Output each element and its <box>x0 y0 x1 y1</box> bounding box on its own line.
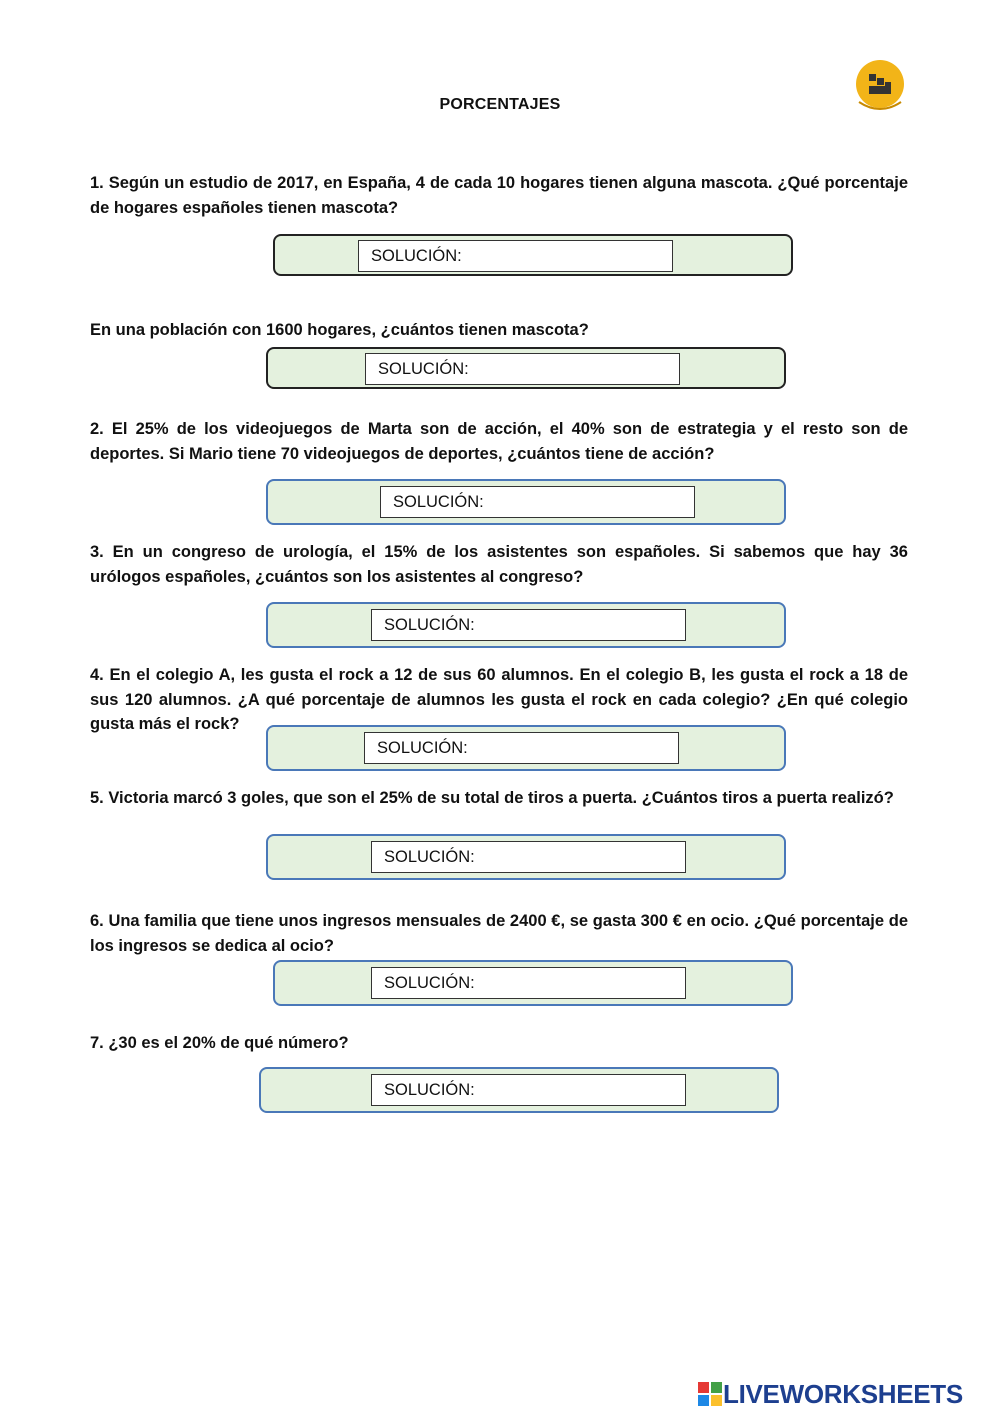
answer-box-1 <box>273 234 793 276</box>
answer-box-7 <box>259 1067 779 1113</box>
question-3: 3. En un congreso de urología, el 15% de los asistentes son españoles. Si sabemos que hay 36 urólogos españoles, ¿cuántos son los asistentes al congreso? <box>90 543 908 586</box>
solution-field-1b[interactable]: SOLUCIÓN: <box>365 353 680 385</box>
solution-field-6[interactable]: SOLUCIÓN: <box>371 967 686 999</box>
solution-field-1[interactable]: SOLUCIÓN: <box>358 240 673 272</box>
liveworksheets-logo-icon <box>697 1381 723 1407</box>
page-title: PORCENTAJES <box>439 96 561 113</box>
answer-box-6 <box>273 960 793 1006</box>
brand-text: LIVEWORKSHEETS <box>723 1378 963 1409</box>
question-1: 1. Según un estudio de 2017, en España, 4 de cada 10 hogares tienen alguna mascota. ¿Qué porcentaje de hogares españoles tienen mascota? <box>90 174 908 217</box>
answer-box-2 <box>266 479 786 525</box>
question-2: 2. El 25% de los videojuegos de Marta son de acción, el 40% son de estrategia y el resto son de deportes. Si Mario tiene 70 videojuegos de deportes, ¿cuántos tiene de acción? <box>90 420 908 463</box>
question-6: 6. Una familia que tiene unos ingresos mensuales de 2400 €, se gasta 300 € en ocio. ¿Qué porcentaje de los ingresos se dedica al ocio? <box>90 912 908 955</box>
solution-field-3[interactable]: SOLUCIÓN: <box>371 609 686 641</box>
answer-box-4 <box>266 725 786 771</box>
solution-field-2[interactable]: SOLUCIÓN: <box>380 486 695 518</box>
liveworksheets-brand <box>697 1378 963 1410</box>
question-4: 4. En el colegio A, les gusta el rock a 12 de sus 60 alumnos. En el colegio B, les gusta el rock a 18 de sus 120 alumnos. ¿A qué porcentaje de alumnos les gusta el rock en cada colegio? ¿En qué colegio gusta más el rock? <box>90 666 908 733</box>
solution-field-7[interactable]: SOLUCIÓN: <box>371 1074 686 1106</box>
question-7: 7. ¿30 es el 20% de qué número? <box>90 1034 349 1052</box>
answer-box-1b <box>266 347 786 389</box>
answer-box-3 <box>266 602 786 648</box>
solution-field-4[interactable]: SOLUCIÓN: <box>364 732 679 764</box>
answer-box-5 <box>266 834 786 880</box>
question-1b: En una población con 1600 hogares, ¿cuántos tienen mascota? <box>90 321 589 339</box>
solution-field-5[interactable]: SOLUCIÓN: <box>371 841 686 873</box>
question-5: 5. Victoria marcó 3 goles, que son el 25% de su total de tiros a puerta. ¿Cuántos tiros a puerta realizó? <box>90 789 894 807</box>
school-logo <box>853 60 907 114</box>
